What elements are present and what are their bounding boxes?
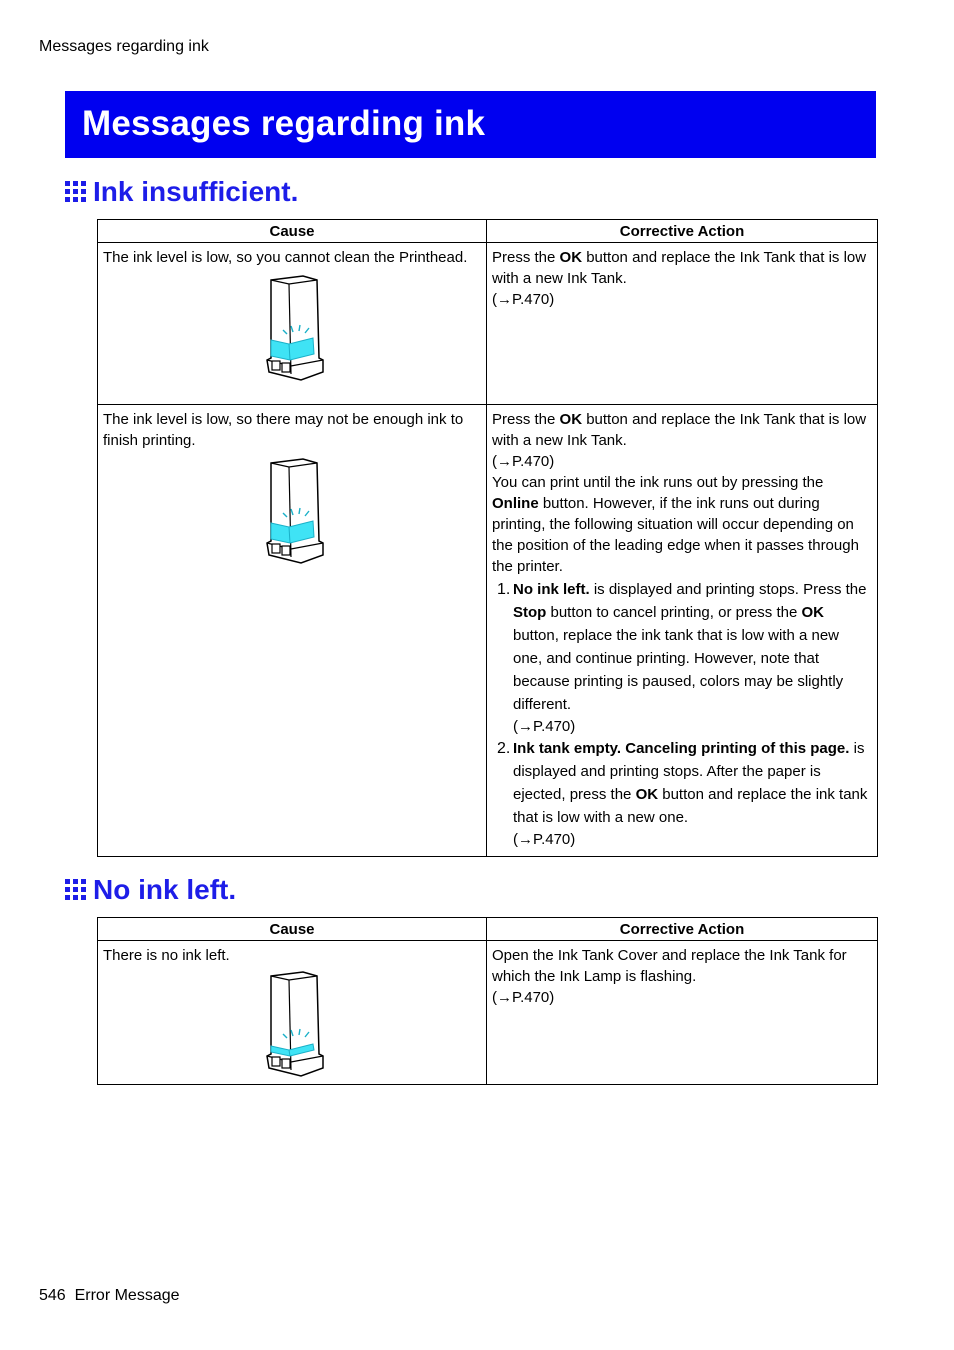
ok-button-label: OK: [635, 786, 659, 803]
step-text: button, replace the ink tank that is low with a new one, and continue printing. However, note that because printing is paused, colors may be slightly different.: [513, 627, 844, 713]
action-text: Press the: [492, 411, 560, 428]
action-text: button and replace the Ink Tank that is low with a new Ink Tank.: [492, 249, 867, 287]
section-heading-no-ink-left: [65, 874, 236, 906]
action-text: You can print until the ink runs out by pressing the: [492, 474, 824, 491]
grid-icon: [65, 181, 87, 203]
column-header-cause: Cause: [98, 918, 487, 941]
page-reference: (→P.470): [492, 453, 555, 470]
cause-cell: [98, 243, 487, 405]
action-paragraph: [492, 472, 872, 577]
page-number: 546: [39, 1287, 66, 1304]
online-button-label: Online: [492, 495, 539, 512]
ink-tank-illustration: [263, 274, 327, 382]
cause-text: The ink level is low, so there may not be enough ink to finish printing.: [103, 411, 464, 449]
no-ink-left-table: [97, 917, 878, 1085]
page-reference: (→P.470): [513, 831, 576, 848]
step-number: 1.: [497, 581, 511, 598]
cause-text: There is no ink left.: [103, 947, 230, 964]
page-title: Messages regarding ink: [82, 104, 486, 143]
chapter-name: Error Message: [74, 1287, 180, 1304]
section-heading-text: No ink left.: [93, 874, 237, 905]
grid-icon: [65, 879, 87, 901]
cause-text: The ink level is low, so you cannot clean the Printhead.: [103, 249, 468, 266]
action-paragraph: [492, 409, 872, 451]
step-number: 2.: [497, 740, 511, 757]
page-reference: (→P.470): [492, 291, 555, 308]
ok-button-label: OK: [559, 249, 583, 266]
table-row: [98, 941, 878, 1085]
page-footer: [39, 1287, 180, 1305]
action-text: button and replace the Ink Tank that is low with a new Ink Tank.: [492, 411, 867, 449]
page-reference: (→P.470): [513, 718, 576, 735]
steps-list: [492, 578, 872, 850]
stop-button-label: Stop: [513, 604, 547, 621]
page-title-banner: [65, 91, 876, 158]
action-paragraph: [492, 247, 872, 289]
message-text: Ink tank empty. Canceling printing of this page.: [513, 740, 850, 757]
cause-cell: [98, 405, 487, 857]
message-text: No ink left.: [513, 581, 590, 598]
ink-tank-illustration: [263, 457, 327, 565]
action-cell: [487, 243, 878, 405]
running-header: Messages regarding ink: [39, 38, 209, 55]
list-item: [492, 578, 872, 737]
table-header-row: [98, 918, 878, 941]
action-cell: [487, 941, 878, 1085]
action-paragraph: Open the Ink Tank Cover and replace the Ink Tank for which the Ink Lamp is flashing.: [492, 947, 847, 985]
ink-tank-illustration: [263, 970, 327, 1078]
step-text: button and replace the ink tank that is low with a new one.: [513, 786, 868, 826]
action-text: Press the: [492, 249, 560, 266]
cause-cell: [98, 941, 487, 1085]
ink-insufficient-table: [97, 219, 878, 857]
action-cell: [487, 405, 878, 857]
step-text: button to cancel printing, or press the: [546, 604, 802, 621]
section-heading-ink-insufficient: [65, 176, 298, 208]
list-item: [492, 737, 872, 850]
step-text: is displayed and printing stops. After the paper is ejected, press the: [513, 740, 865, 803]
ok-button-label: OK: [801, 604, 824, 621]
column-header-action: Corrective Action: [487, 220, 878, 243]
page-reference: (→P.470): [492, 989, 555, 1006]
action-text: button. However, if the ink runs out during printing, the following situation will occur depending on the position of the leading edge when it passes through the printer.: [492, 495, 859, 575]
column-header-action: Corrective Action: [487, 918, 878, 941]
table-header-row: [98, 220, 878, 243]
section-heading-text: Ink insufficient.: [93, 176, 299, 207]
table-row: [98, 405, 878, 857]
table-row: [98, 243, 878, 405]
step-text: is displayed and printing stops. Press the: [589, 581, 867, 598]
column-header-cause: Cause: [98, 220, 487, 243]
ok-button-label: OK: [559, 411, 583, 428]
